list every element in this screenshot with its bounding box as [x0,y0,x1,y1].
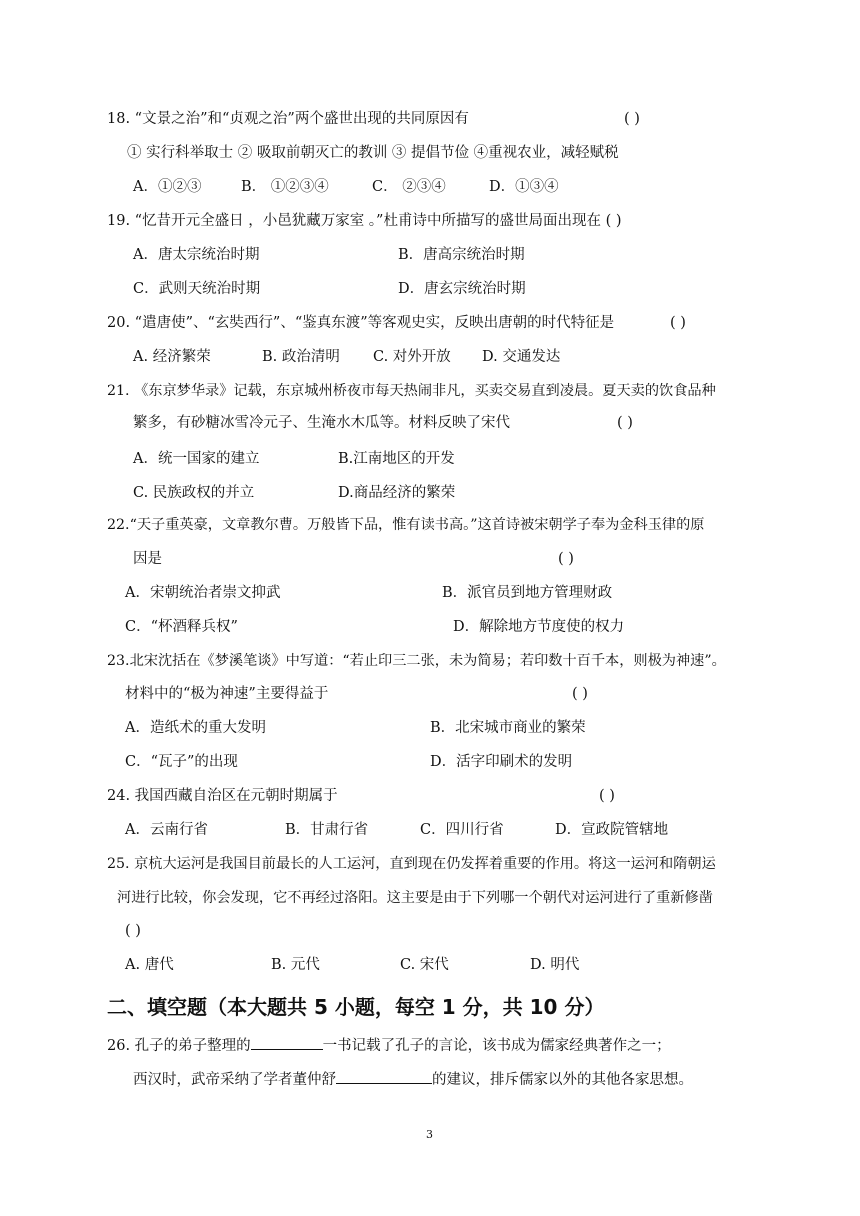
question-25-option-d: D. 明代 [530,957,580,973]
question-22-option-b: B．派官员到地方管理财政 [442,585,613,601]
question-23-option-b: B．北宋城市商业的繁荣 [430,720,586,736]
question-22-answer-paren: ( ) [558,551,574,567]
question-24-option-d: D．宣政院管辖地 [555,822,669,838]
question-21-option-c: C. 民族政权的并立 [133,485,255,501]
question-23-stem-line1: 23.北宋沈括在《梦溪笔谈》中写道：“若止印三二张，未为简易；若印数十百千本，则极为神速”。 [107,653,726,669]
question-24-stem: 24. 我国西藏自治区在元朝时期属于 [107,788,338,804]
question-18-items: ① 实行科举取士 ② 吸取前朝灭亡的教训 ③ 提倡节俭 ④重视农业，减轻赋税 [127,145,619,161]
question-23-answer-paren: ( ) [572,686,588,702]
question-25-stem-line1: 25. 京杭大运河是我国目前最长的人工运河，直到现在仍发挥着重要的作用。将这一运河和隋朝运 [107,856,716,872]
page-number: 3 [426,1128,433,1141]
answer-blank-1[interactable] [251,1035,323,1050]
question-23-option-a: A．造纸术的重大发明 [125,720,266,736]
question-24-option-a: A．云南行省 [125,822,208,838]
question-25-option-c: C. 宋代 [400,957,449,973]
question-18-stem: 18. “文景之治”和“贞观之治”两个盛世出现的共同原因有 [107,111,469,127]
question-25-option-a: A. 唐代 [125,957,174,973]
question-21-option-a: A．统一国家的建立 [133,451,260,467]
question-22-option-c: C．“杯酒释兵权” [125,619,238,635]
question-18-option-d: D．①③④ [489,179,559,195]
question-24-option-b: B．甘肃行省 [285,822,369,838]
question-23-option-d: D．活字印刷术的发明 [430,754,573,770]
question-21-answer-paren: ( ) [617,415,633,431]
question-26-line1-prefix: 26. 孔子的弟子整理的 [107,1038,251,1054]
question-21-stem-line2: 繁多，有砂糖冰雪冷元子、生淹水木瓜等。材料反映了宋代 [133,415,510,431]
question-23-option-c: C．“瓦子”的出现 [125,754,238,770]
question-25-option-b: B. 元代 [271,957,320,973]
question-26-line2 [133,1069,693,1090]
question-20-answer-paren: ( ) [670,315,686,331]
section-2-heading: 二、填空题（本大题共 5 小题，每空 1 分，共 10 分） [107,995,605,1019]
question-18-option-c: C． ②③④ [372,179,446,195]
question-22-stem-line2: 因是 [133,551,162,567]
question-21-option-b: B.江南地区的开发 [338,451,455,467]
question-23-stem-line2: 材料中的“极为神速”主要得益于 [125,686,329,702]
question-18-answer-paren: ( ) [624,111,640,127]
question-19-option-d: D．唐玄宗统治时期 [398,281,526,297]
question-25-stem-line2: 河进行比较，你会发现，它不再经过洛阳。这主要是由于下列哪一个朝代对运河进行了重新修凿 [117,890,713,906]
question-18-option-b: B． ①②③④ [241,179,329,195]
question-25-answer-paren: ( ) [125,923,141,939]
question-20-stem: 20. “遣唐使”、“玄奘西行”、“鉴真东渡”等客观史实，反映出唐朝的时代特征是 [107,315,615,331]
question-24-answer-paren: ( ) [599,788,615,804]
question-26-line2-prefix: 西汉时，武帝采纳了学者董仲舒 [133,1072,336,1088]
question-22-stem-line1: 22.“天子重英豪，文章教尔曹。万般皆下品，惟有读书高。”这首诗被宋朝学子奉为金科玉律的原 [107,517,705,533]
answer-blank-2[interactable] [336,1069,432,1084]
question-19-stem: 19. “忆昔开元全盛日 ，小邑犹藏万家室 。”杜甫诗中所描写的盛世局面出现在 ( ) [107,213,622,229]
question-19-option-a: A．唐太宗统治时期 [133,247,260,263]
question-26-line2-suffix: 的建议，排斥儒家以外的其他各家思想。 [432,1072,693,1088]
question-20-option-d: D. 交通发达 [482,349,561,365]
question-22-option-d: D．解除地方节度使的权力 [453,619,625,635]
question-19-option-c: C．武则天统治时期 [133,281,261,297]
question-22-option-a: A．宋朝统治者崇文抑武 [125,585,281,601]
question-20-option-a: A. 经济繁荣 [133,349,211,365]
question-19-option-b: B．唐高宗统治时期 [398,247,525,263]
question-21-stem-line1: 21. 《东京梦华录》记载，东京城州桥夜市每天热闹非凡，买卖交易直到凌晨。夏天卖的饮食品种 [107,383,716,399]
question-24-option-c: C．四川行省 [420,822,504,838]
question-26-line1-suffix: 一书记载了孔子的言论，该书成为儒家经典著作之一； [322,1038,671,1054]
question-21-option-d: D.商品经济的繁荣 [338,485,456,501]
question-20-option-c: C. 对外开放 [373,349,451,365]
question-20-option-b: B. 政治清明 [262,349,340,365]
question-18-option-a: A．①②③ [133,179,202,195]
question-26-line1 [107,1035,671,1056]
